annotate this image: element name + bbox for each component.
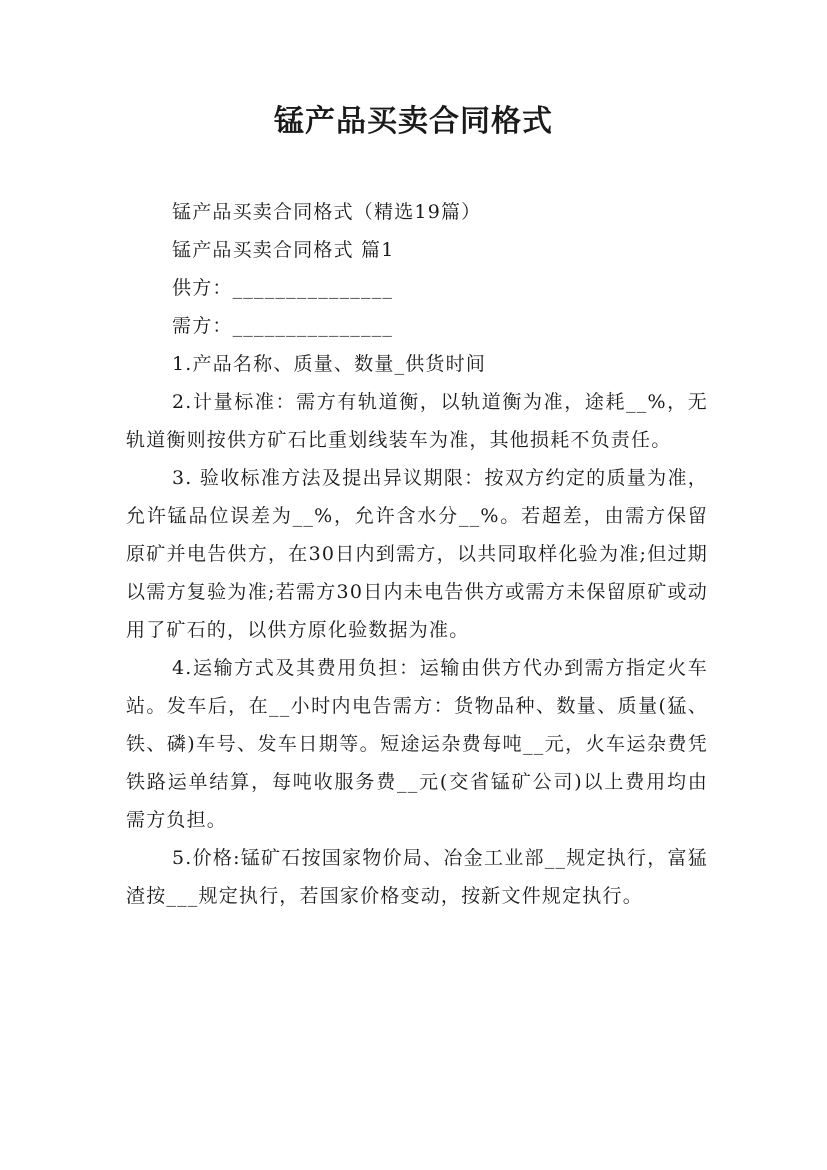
supplier-line: 供方：_______________ (172, 277, 394, 299)
clause-4-paragraph: 4.运输方式及其费用负担：运输由供方代办到需方指定火车站。发车后，在__小时内电告需方：货物品种、数量、质量(猛、铁、磷)车号、发车日期等。短途运杂费每吨__元，火车运杂费凭铁路运单结算，每吨收服务费__元(交省锰矿公司)以上费用均由需方负担。 (126, 657, 708, 831)
buyer-line: 需方：_______________ (172, 315, 394, 337)
document-body (126, 193, 708, 915)
document-title: 锰产品买卖合同格式 (274, 104, 553, 139)
clause-1-line: 1.产品名称、质量、数量_供货时间 (172, 353, 487, 375)
clause-2-paragraph: 2.计量标准：需方有轨道衡，以轨道衡为准，途耗__%，无轨道衡则按供方矿石比重划线装车为准，其他损耗不负责任。 (126, 391, 708, 451)
subtitle-line: 锰产品买卖合同格式（精选19篇） (172, 201, 482, 223)
clause-5-paragraph: 5.价格:锰矿石按国家物价局、冶金工业部__规定执行，富猛渣按___规定执行，若国家价格变动，按新文件规定执行。 (126, 847, 708, 907)
section-heading: 锰产品买卖合同格式 篇1 (172, 239, 395, 261)
clause-3-paragraph: 3. 验收标准方法及提出异议期限：按双方约定的质量为准，允许锰品位误差为__%，允许含水分__%。若超差，由需方保留原矿并电告供方，在30日内到需方，以共同取样化验为准;但过期以需方复验为准;若需方30日内未电告供方或需方未保留原矿或动用了矿石的，以供方原化验数据为准。 (126, 467, 708, 641)
